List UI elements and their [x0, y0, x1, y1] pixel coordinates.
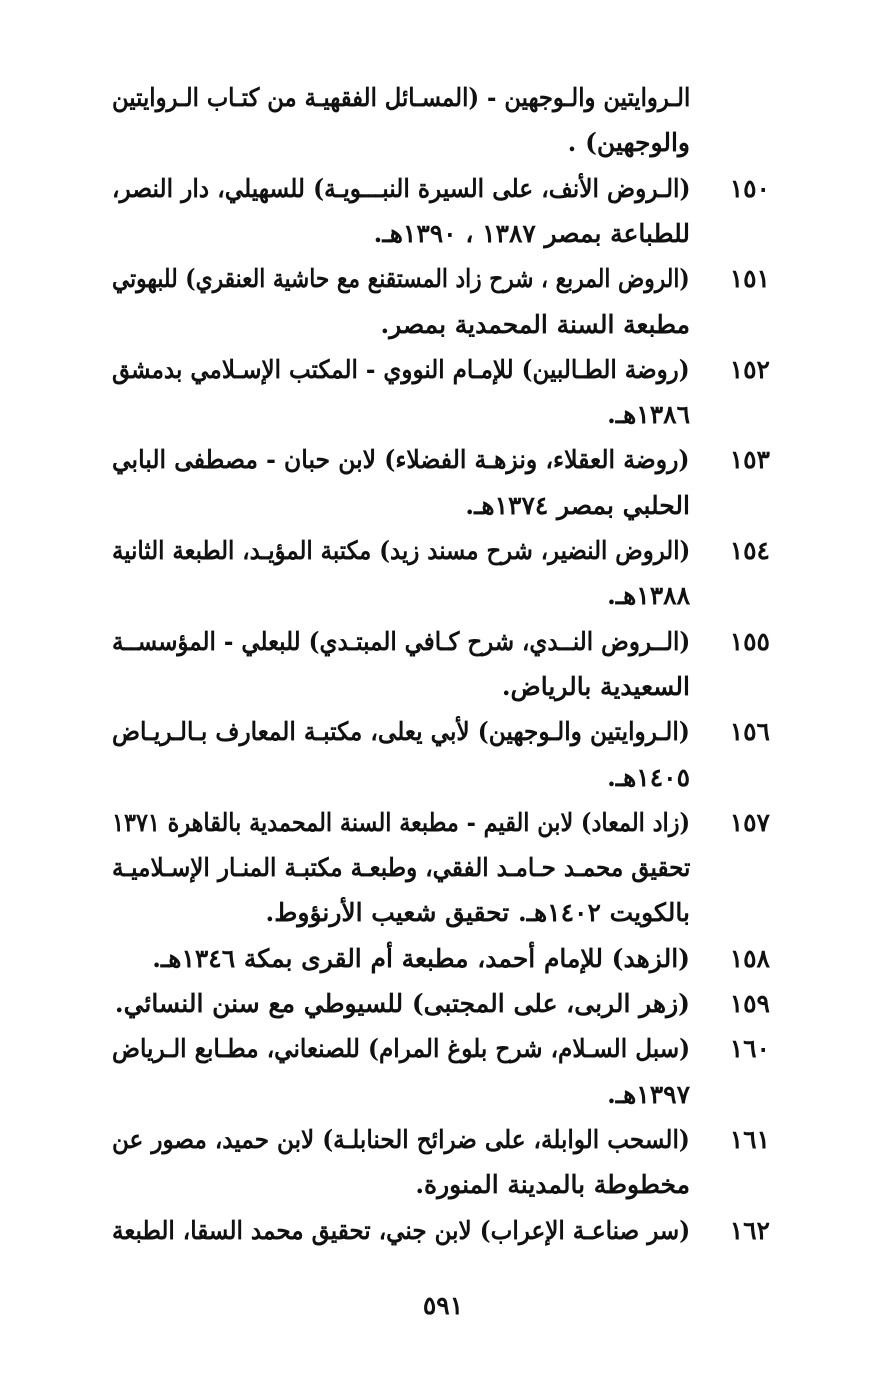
text-line: (سبل السـلام، شرح بلوغ المرام) للصنعاني، مطـابع الـرياض [111, 1034, 690, 1064]
text-line: (الـروايتين والـوجهين) لأبي يعلى، مكتبـة المعارف بـالـريـاض [112, 717, 690, 747]
entry-number: ١٥٨ [729, 943, 770, 973]
text-line: (السحب الوابلة، على ضرائح الحنابلـة) لابن حميد، مصور عن [112, 1124, 690, 1154]
page-number: ٥٩١ [422, 1291, 464, 1320]
text-line: ١٣٩٧هـ. [607, 1079, 690, 1109]
text-line: السعيدية بالرياض. [501, 671, 690, 701]
entry-number: ١٥٤ [729, 536, 770, 565]
text-line: (زاد المعاد) لابن القيم - مطبعة السنة المحمدية بالقاهرة ١٣٧١ [111, 807, 690, 837]
entry-number: ١٥١ [729, 264, 770, 294]
entry-number: ١٥٩ [729, 989, 770, 1018]
entry-number: ١٥٠ [729, 173, 770, 203]
text-line: (الروض النضير، شرح مسند زيد) مكتبة المؤيـد، الطبعة الثانية [111, 536, 690, 565]
entry-number: ١٥٥ [729, 626, 770, 656]
text-line: والوجهين) . [567, 128, 690, 158]
text-line: تحقيق محمـد حـامـد الفقي، وطبعـة مكتبـة المنـار الإسـلاميـة [111, 853, 690, 883]
text-line: (روضة العقلاء، ونزهـة الفضلاء) لابن حبان - مصطفى البابي [112, 445, 690, 475]
text-line: (الروض المربع ، شرح زاد المستقنع مع حاشية العنقري) للبهوتي [112, 264, 690, 294]
entry-number: ١٥٧ [729, 807, 770, 837]
text-line: الـروايتين والـوجهين - (المسـائل الفقهيـة من كتـاب الـروايتين [111, 83, 690, 112]
text-line: (سر صناعـة الإعراب) لابن جني، تحقيق محمد السقا، الطبعة [111, 1215, 690, 1245]
text-line: ١٤٠٥هـ. [607, 762, 690, 792]
entry-number: ١٦٠ [729, 1034, 770, 1064]
text-line: ١٣٨٨هـ. [607, 581, 690, 611]
text-line: بالكويت ١٤٠٢هـ. تحقيق شعيب الأرنؤوط. [265, 898, 690, 928]
text-line: الحلبي بمصر ١٣٧٤هـ. [465, 490, 690, 520]
text-line: (الــروض النــدي، شرح كـافي المبتـدي) للبعلي - المؤسســة [111, 626, 690, 656]
text-line: مطبعة السنة المحمدية بمصر. [380, 309, 690, 339]
text-line: ١٣٨٦هـ. [607, 400, 690, 430]
text-line: (الـروض الأنف، على السيرة النبـــويـة) للسهيلي، دار النصر، [111, 173, 690, 203]
text-line: للطباعة بمصر ١٣٨٧ ، ١٣٩٠هـ. [373, 218, 690, 248]
text-line: مخطوطة بالمدينة المنورة. [415, 1170, 690, 1200]
entry-number: ١٥٣ [729, 445, 770, 475]
entry-number: ١٦٢ [729, 1215, 770, 1245]
entry-number: ١٦١ [729, 1124, 770, 1154]
entry-number: ١٥٦ [729, 717, 770, 747]
text-line: (روضة الطـالبين) للإمـام النووي - المكتب الإسـلامي بدمشق [112, 354, 690, 384]
text-line: (الزهد) للإمام أحمد، مطبعة أم القرى بمكة ١٣٤٦هـ. [152, 943, 690, 973]
entry-number: ١٥٢ [729, 354, 770, 384]
text-line: (زهر الربى، على المجتبى) للسيوطي مع سنن النسائي. [114, 989, 690, 1018]
